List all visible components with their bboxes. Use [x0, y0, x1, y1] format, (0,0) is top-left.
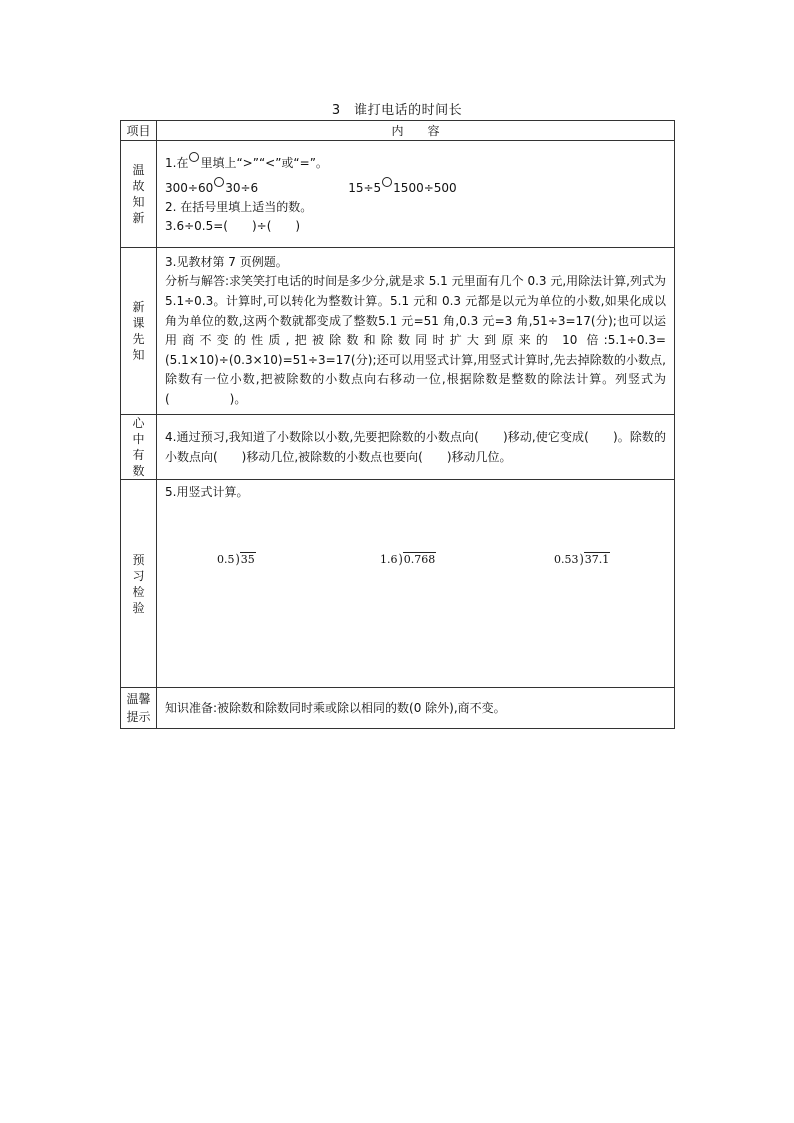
long-division-3: 0.53)37.1 [554, 551, 610, 568]
row-preview-check [121, 480, 675, 688]
header-col-item: 项目 [121, 121, 157, 141]
question-5: 5.用竖式计算。 [165, 485, 249, 499]
row-label-tip [121, 688, 157, 729]
label-in-mind: 心中有数 [132, 416, 145, 478]
question-4: 4.通过预习,我知道了小数除以小数,先要把除数的小数点向( )移动,使它变成( )。除数的小数点向( )移动几位,被除数的小数点也要向( )移动几位。 [165, 430, 666, 464]
header-col-content: 内 容 [157, 121, 675, 141]
table-header-row [121, 121, 675, 141]
tip-text: 知识准备:被除数和除数同时乘或除以相同的数(0 除外),商不变。 [165, 700, 506, 715]
row-tip [121, 688, 675, 729]
label-tip: 温馨提示 [126, 692, 151, 724]
cmp1-left: 300÷60 [165, 181, 214, 195]
comparison-row [165, 177, 666, 198]
content-preview-check [157, 480, 675, 688]
row-label-in-mind [121, 415, 157, 480]
cmp1-right: 30÷6 [225, 181, 259, 195]
content-tip [157, 688, 675, 729]
cmp2-right: 1500÷500 [393, 181, 457, 195]
label-review: 温故知新 [132, 163, 145, 225]
question-1: 1.在 里填上“>”“<”或“=”。 [165, 152, 666, 173]
circle-blank-icon [189, 152, 199, 162]
content-in-mind [157, 415, 675, 480]
long-division-2: 1.6)0.768 [380, 551, 436, 568]
long-division-problems [165, 502, 666, 662]
page-title: 3 谁打电话的时间长 [331, 103, 463, 118]
question-2: 2. 在括号里填上适当的数。 [165, 200, 313, 214]
label-new-lesson: 新课先知 [132, 300, 145, 362]
row-label-new-lesson [121, 248, 157, 415]
content-new-lesson [157, 248, 675, 415]
row-in-mind [121, 415, 675, 480]
cmp2-left: 15÷5 [348, 181, 382, 195]
row-review [121, 141, 675, 248]
content-review [157, 141, 675, 248]
row-label-review [121, 141, 157, 248]
long-division-1: 0.5)35 [217, 551, 255, 568]
label-preview-check: 预习检验 [132, 552, 145, 615]
question-2-expression: 3.6÷0.5=( )÷( ) [165, 219, 301, 233]
circle-blank-icon[interactable] [214, 177, 224, 187]
row-label-preview-check [121, 480, 157, 688]
analysis-text: 分析与解答:求笑笑打电话的时间是多少分,就是求 5.1 元里面有几个 0.3 元,用除法计算,列式为 5.1÷0.3。计算时,可以转化为整数计算。5.1 元和 0.3 元都是以元为单位的小数,如果化成以角为单位的数,这两个数就都变成了整数5.1 元=51 角,0.3 元=3 角,51÷3=17(分);也可以运用商不变的性质,把被除数和除数同时扩大到原来的 10 倍:5.1÷0.3=(5.1×10)÷(0.3×10)=51÷3=17(分);还可以用竖式计算,用竖式计算时,先去掉除数的小数点,除数有一位小数,把被除数的小数点向右移动一位,根据除数是整数的除法计算。列竖式为( )。 [165, 274, 666, 406]
row-new-lesson [121, 248, 675, 415]
question-3: 3.见教材第 7 页例题。 [165, 255, 288, 270]
worksheet-table [120, 120, 675, 729]
circle-blank-icon[interactable] [382, 177, 392, 187]
